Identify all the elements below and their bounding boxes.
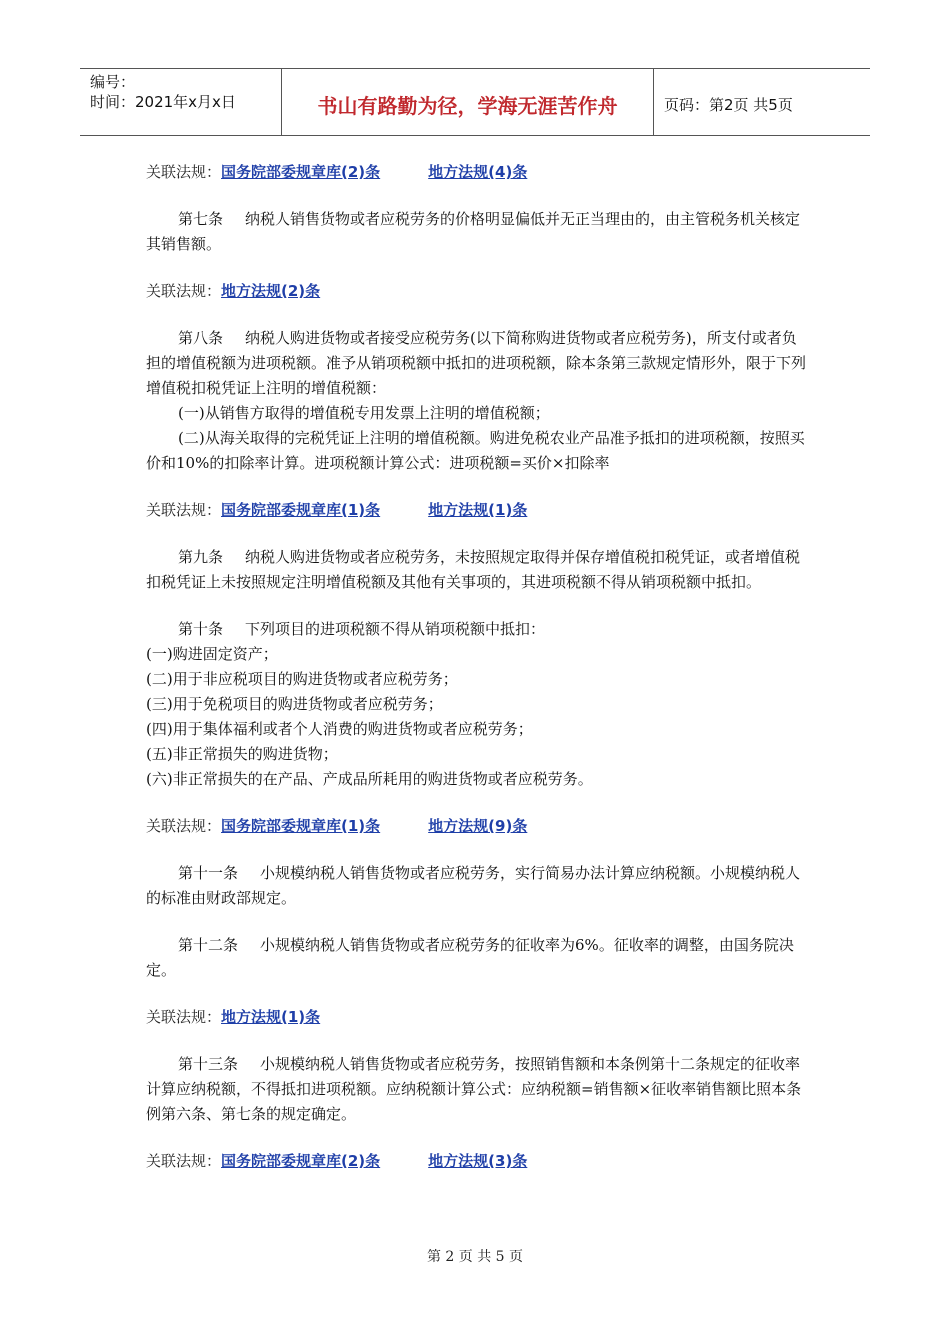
- related-label: 关联法规：: [146, 501, 222, 519]
- regulation-link[interactable]: 国务院部委规章库(1)条: [221, 501, 381, 519]
- list-item: (一)从销售方取得的增值税专用发票上注明的增值税额；: [178, 404, 550, 422]
- page-footer: 第 2 页 共 5 页: [426, 1249, 524, 1265]
- list-item: (二)用于非应税项目的购进货物或者应税劳务；: [146, 670, 458, 688]
- header-page-code: 页码：第2页 共5页: [664, 95, 793, 114]
- article-body: 纳税人购进货物或者接受应税劳务(以下简称购进货物或者应税劳务)，所支付或者负担的增值税额为进项税额。准予从销项税额中抵扣的进项税额，除本条第三款规定情形外，限于下列增值税扣税凭证上注明的增值税额：: [146, 329, 807, 397]
- related-regulations: [146, 1005, 810, 1030]
- header-motto: 书山有路勤为径，学海无涯苦作舟: [282, 69, 654, 135]
- regulation-link[interactable]: 地方法规(1)条: [221, 1008, 321, 1026]
- list-item: (四)用于集体福利或者个人消费的购进货物或者应税劳务；: [146, 720, 533, 738]
- related-regulations: [146, 498, 810, 523]
- regulation-link[interactable]: 地方法规(9)条: [428, 817, 528, 835]
- regulation-link[interactable]: 国务院部委规章库(2)条: [221, 1152, 381, 1170]
- article-body: 纳税人销售货物或者应税劳务的价格明显偏低并无正当理由的，由主管税务机关核定其销售额。: [146, 210, 801, 253]
- time-label: 时间：2021年x月x日: [90, 93, 236, 111]
- document-body: [146, 160, 810, 1196]
- article-body: 下列项目的进项税额不得从销项税额中抵扣：: [245, 620, 546, 638]
- article-number: 第十二条: [178, 936, 239, 954]
- article-body: 小规模纳税人销售货物或者应税劳务，实行简易办法计算应纳税额。小规模纳税人的标准由财政部规定。: [146, 864, 801, 907]
- article: [146, 1052, 810, 1127]
- list-item: (五)非正常损失的购进货物；: [146, 745, 338, 763]
- header-meta: [80, 69, 282, 135]
- article: [146, 545, 810, 595]
- regulation-link[interactable]: 国务院部委规章库(1)条: [221, 817, 381, 835]
- related-label: 关联法规：: [146, 163, 222, 181]
- related-regulations: [146, 279, 810, 304]
- article-body: 小规模纳税人销售货物或者应税劳务的征收率为6%。征收率的调整，由国务院决定。: [146, 936, 794, 979]
- related-label: 关联法规：: [146, 282, 222, 300]
- article: [146, 861, 810, 911]
- article-number: 第九条: [178, 548, 224, 566]
- page-header: [80, 68, 870, 136]
- article: [146, 617, 810, 792]
- related-regulations: [146, 1149, 810, 1174]
- regulation-link[interactable]: 地方法规(1)条: [428, 501, 528, 519]
- list-item: (六)非正常损失的在产品、产成品所耗用的购进货物或者应税劳务。: [146, 770, 593, 788]
- article-number: 第十一条: [178, 864, 239, 882]
- related-label: 关联法规：: [146, 817, 222, 835]
- article-body: 小规模纳税人销售货物或者应税劳务，按照销售额和本条例第十二条规定的征收率计算应纳税额，不得抵扣进项税额。应纳税额计算公式：应纳税额=销售额×征收率销售额比照本条例第六条、第七条的规定确定。: [146, 1055, 802, 1123]
- article-text: [146, 617, 810, 642]
- list-item: (一)购进固定资产；: [146, 645, 278, 663]
- article-body: 纳税人购进货物或者应税劳务，未按照规定取得并保存增值税扣税凭证，或者增值税扣税凭证上未按照规定注明增值税额及其他有关事项的，其进项税额不得从销项税额中抵扣。: [146, 548, 801, 591]
- article-number: 第七条: [178, 210, 224, 228]
- article-number: 第十三条: [178, 1055, 239, 1073]
- number-label: 编号：: [90, 73, 136, 91]
- article-text: [146, 933, 810, 983]
- related-label: 关联法规：: [146, 1008, 222, 1026]
- related-regulations: [146, 160, 810, 185]
- related-label: 关联法规：: [146, 1152, 222, 1170]
- regulation-link[interactable]: 地方法规(4)条: [428, 163, 528, 181]
- article-text: [146, 861, 810, 911]
- list-item: (二)从海关取得的完税凭证上注明的增值税额。购进免税农业产品准予抵扣的进项税额，按照买价和10%的扣除率计算。进项税额计算公式：进项税额=买价×扣除率: [146, 429, 805, 472]
- article-number: 第十条: [178, 620, 224, 638]
- related-regulations: [146, 814, 810, 839]
- article: [146, 207, 810, 257]
- list-item: (三)用于免税项目的购进货物或者应税劳务；: [146, 695, 443, 713]
- article: [146, 933, 810, 983]
- article: [146, 326, 810, 476]
- article-text: [146, 1052, 810, 1127]
- regulation-link[interactable]: 地方法规(3)条: [428, 1152, 528, 1170]
- article-number: 第八条: [178, 329, 224, 347]
- article-text: [146, 545, 810, 595]
- article-text: [146, 326, 810, 401]
- regulation-link[interactable]: 地方法规(2)条: [221, 282, 321, 300]
- article-text: [146, 207, 810, 257]
- regulation-link[interactable]: 国务院部委规章库(2)条: [221, 163, 381, 181]
